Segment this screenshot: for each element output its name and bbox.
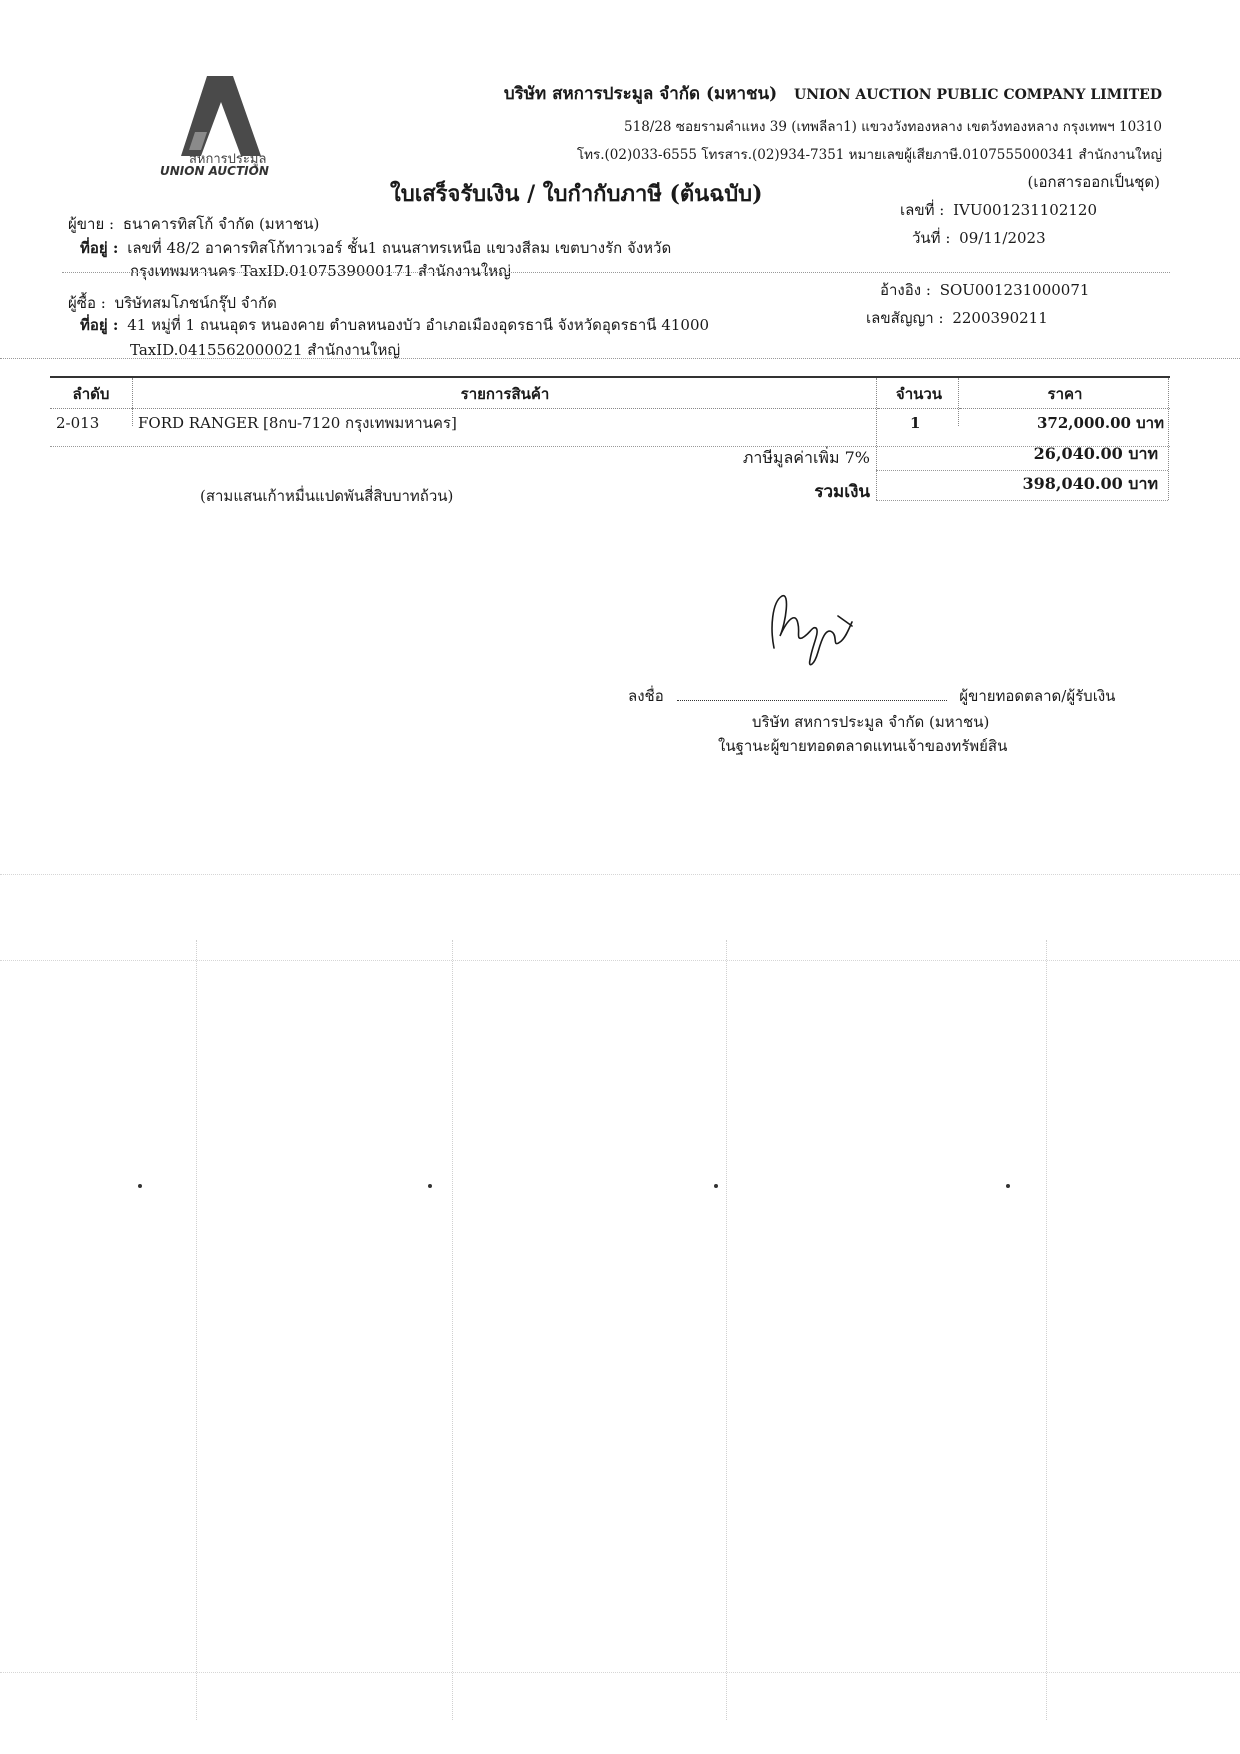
buyer-address-line2: TaxID.0415562000021 สำนักงานใหญ่ [130, 341, 401, 359]
scan-speck [1006, 1184, 1010, 1188]
reference-value: SOU001231000071 [939, 281, 1090, 299]
divider-line [50, 446, 1170, 447]
seller-name-row [68, 212, 319, 236]
vat-value: 26,040.00 บาท [1033, 444, 1158, 463]
seller-address-row [80, 236, 671, 260]
sign-dots [677, 700, 947, 701]
header-seq: ลำดับ [50, 380, 132, 409]
vat-label: ภาษีมูลค่าเพิ่ม 7% [742, 448, 870, 467]
reference [880, 278, 1089, 302]
logo-text-en: UNION AUCTION [160, 164, 269, 178]
seller-address-label: ที่อยู่ : [80, 239, 119, 257]
header-item: รายการสินค้า [132, 380, 878, 409]
contract [866, 306, 1048, 330]
seller-label: ผู้ขาย : [68, 215, 115, 233]
row-item: FORD RANGER [8กบ-7120 กรุงเทพมหานคร] [138, 414, 457, 432]
sign-line-row [628, 684, 1115, 708]
company-header [504, 80, 1162, 165]
items-table [50, 380, 1170, 437]
table-header-row [50, 380, 1170, 409]
sign-label: ลงชื่อ [628, 687, 664, 705]
total-label: รวมเงิน [814, 482, 870, 502]
buyer-address-row [80, 313, 709, 337]
row-qty: 1 [910, 414, 921, 432]
company-logo [155, 72, 285, 182]
divider-line [62, 272, 1170, 273]
divider-line [876, 470, 1168, 471]
company-name-en: UNION AUCTION PUBLIC COMPANY LIMITED [794, 87, 1162, 103]
table-top-border [50, 376, 1170, 378]
union-auction-logo-icon [155, 72, 285, 157]
scan-speck [138, 1184, 142, 1188]
logo-text-th: สหการประมูล [189, 152, 267, 167]
document-date-label: วันที่ : [912, 229, 951, 247]
company-address: 518/28 ซอยรามคำแหง 39 (เทพลีลา1) แขวงวังทองหลาง เขตวังทองหลาง กรุงเทพฯ 10310 [624, 119, 1162, 135]
scan-fold-line [1046, 940, 1048, 1720]
header-qty: จำนวน [878, 380, 960, 409]
seller-name: ธนาคารทิสโก้ จำกัด (มหาชน) [122, 215, 320, 233]
buyer-name-row [68, 291, 277, 315]
total-value: 398,040.00 บาท [1022, 474, 1158, 493]
seller-address-line2: กรุงเทพมหานคร TaxID.0107539000171 สำนักงานใหญ่ [130, 262, 511, 280]
document-date-value: 09/11/2023 [959, 229, 1046, 247]
divider-line [0, 358, 1240, 359]
signature-icon [760, 588, 870, 672]
document-number-value: IVU001231102120 [953, 201, 1097, 219]
document-date [912, 226, 1046, 250]
sign-company: บริษัท สหการประมูล จำกัด (มหาชน) [752, 713, 990, 731]
divider-line [876, 500, 1168, 501]
contract-label: เลขสัญญา : [866, 309, 944, 327]
buyer-name: บริษัทสมโภชน์กรุ๊ป จำกัด [114, 294, 277, 312]
contract-value: 2200390211 [952, 309, 1048, 327]
document-number [900, 198, 1097, 222]
buyer-label: ผู้ซื้อ : [68, 294, 106, 312]
scan-speck [714, 1184, 718, 1188]
buyer-address-label: ที่อยู่ : [80, 316, 119, 334]
sign-role: ผู้ขายทอดตลาด/ผู้รับเงิน [959, 687, 1116, 705]
document-note: (เอกสารออกเป็นชุด) [1027, 173, 1160, 191]
scan-line [0, 874, 1240, 875]
sign-capacity: ในฐานะผู้ขายทอดตลาดแทนเจ้าของทรัพย์สิน [718, 737, 1008, 755]
row-price: 372,000.00 บาท [1037, 414, 1164, 432]
reference-label: อ้างอิง : [880, 281, 931, 299]
total-words: (สามแสนเก้าหมื่นแปดพันสี่สิบบาทถ้วน) [200, 487, 454, 505]
scan-fold-line [196, 940, 198, 1720]
scan-fold-line [452, 940, 454, 1720]
row-seq: 2-013 [56, 414, 100, 432]
scan-fold-line [726, 940, 728, 1720]
buyer-address-line1: 41 หมู่ที่ 1 ถนนอุดร หนองคาย ตำบลหนองบัว อำเภอเมืองอุดรธานี จังหวัดอุดรธานี 41000 [127, 316, 710, 334]
company-contact: โทร.(02)033-6555 โทรสาร.(02)934-7351 หมายเลขผู้เสียภาษี.0107555000341 สำนักงานใหญ่ [576, 147, 1162, 163]
scan-line [0, 960, 1240, 961]
document-title: ใบเสร็จรับเงิน / ใบกำกับภาษี (ต้นฉบับ) [390, 181, 763, 207]
company-name-th: บริษัท สหการประมูล จำกัด (มหาชน) [503, 84, 778, 104]
table-row [50, 409, 1170, 438]
scan-line [0, 1672, 1240, 1673]
scan-speck [428, 1184, 432, 1188]
header-price: ราคา [960, 380, 1170, 409]
seller-address-line1: เลขที่ 48/2 อาคารทิสโก้ทาวเวอร์ ชั้น1 ถนนสาทรเหนือ แขวงสีลม เขตบางรัก จังหวัด [127, 239, 672, 257]
document-number-label: เลขที่ : [900, 201, 945, 219]
